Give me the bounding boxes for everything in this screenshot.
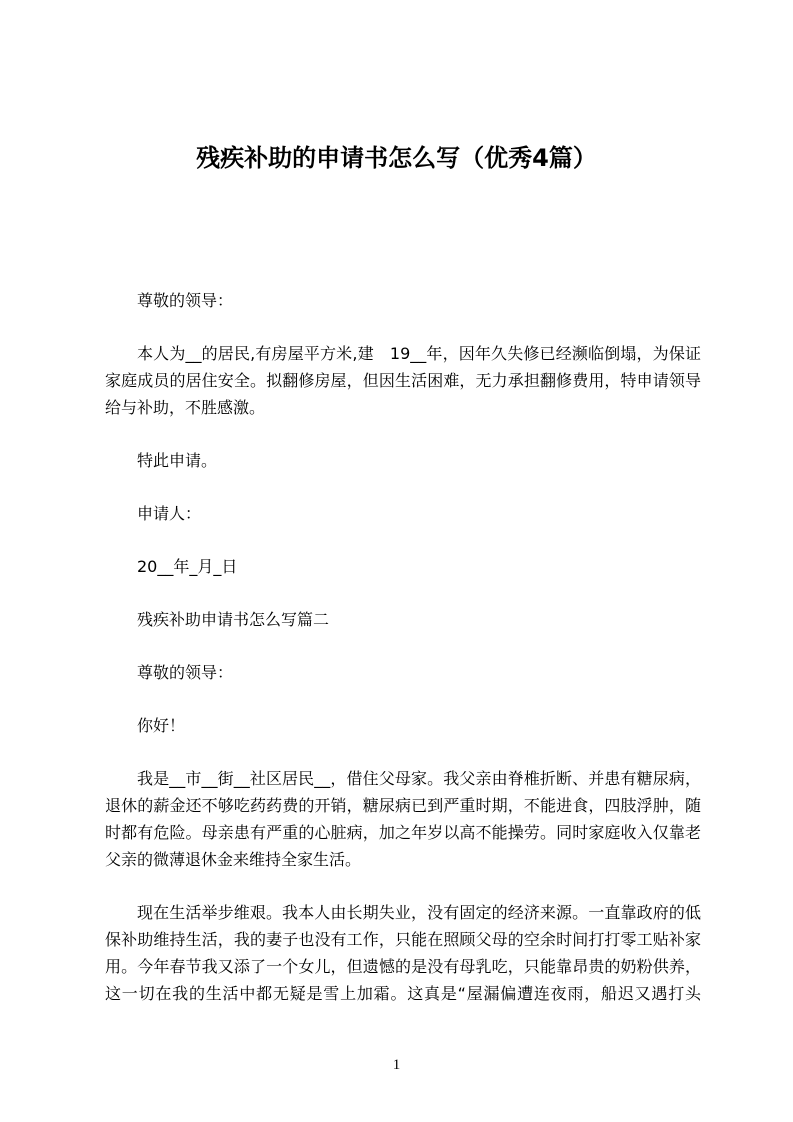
- paragraph-line: 本人为__的居民,有房屋平方米,建 19__年，因年久失修已经濒临倒塌，为保证: [137, 344, 701, 363]
- date-line: [105, 553, 701, 580]
- salutation: [105, 287, 701, 314]
- paragraph-line: 20__年_月_日: [137, 557, 238, 576]
- paragraph-line: 给与补助，不胜感激。: [105, 398, 266, 417]
- salutation: [105, 659, 701, 686]
- document-title: 残疾补助的申请书怎么写（优秀4篇）: [196, 144, 597, 172]
- closing-line: [105, 447, 701, 474]
- applicant-line: [105, 500, 701, 527]
- paragraph-line: 申请人：: [137, 504, 202, 523]
- body-paragraph: [105, 340, 701, 421]
- document-body: [105, 287, 701, 1033]
- paragraph-line: 家庭成员的居住安全。拟翻修房屋，但因生活困难，无力承担翻修费用，特申请领导: [105, 371, 701, 390]
- paragraph-line: 尊敬的领导：: [137, 291, 234, 310]
- page-number: 1: [392, 1057, 401, 1073]
- greeting: [105, 712, 701, 739]
- body-paragraph: [105, 899, 701, 1007]
- paragraph-line: 特此申请。: [137, 451, 218, 470]
- paragraph-line: 我是__市__街__社区居民__，借住父母家。我父亲由脊椎折断、并患有糖尿病，: [137, 769, 701, 788]
- section-heading: [105, 606, 701, 633]
- paragraph-line: 尊敬的领导：: [137, 663, 234, 682]
- paragraph-line: 这一切在我的生活中都无疑是雪上加霜。这真是“屋漏偏遭连夜雨，船迟又遇打头: [105, 984, 701, 1003]
- paragraph-line: 退休的薪金还不够吃药药费的开销，糖尿病已到严重时期，不能进食，四肢浮肿，随: [105, 796, 701, 815]
- paragraph-line: 现在生活举步维艰。我本人由长期失业，没有固定的经济来源。一直靠政府的低: [137, 903, 701, 922]
- paragraph-line: 用。今年春节我又添了一个女儿，但遗憾的是没有母乳吃，只能靠昂贵的奶粉供养，: [105, 957, 701, 976]
- paragraph-line: 父亲的微薄退休金来维持全家生活。: [105, 850, 362, 869]
- paragraph-line: 你好！: [137, 716, 186, 735]
- paragraph-line: 残疾补助申请书怎么写篇二: [137, 610, 330, 629]
- body-paragraph: [105, 765, 701, 873]
- paragraph-line: 保补助维持生活，我的妻子也没有工作，只能在照顾父母的空余时间打打零工贴补家: [105, 930, 701, 949]
- paragraph-line: 时都有危险。母亲患有严重的心脏病，加之年岁以高不能操劳。同时家庭收入仅靠老: [105, 823, 701, 842]
